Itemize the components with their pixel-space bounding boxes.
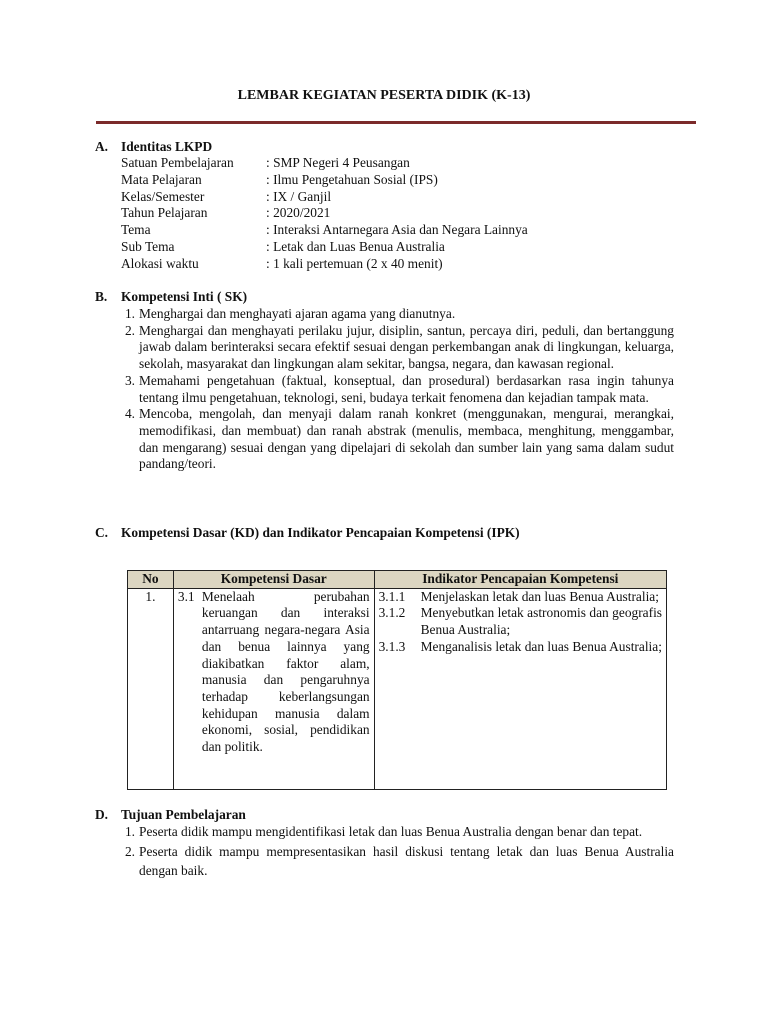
identity-value: : 2020/2021 — [266, 205, 331, 220]
list-number: 2. — [124, 322, 135, 338]
ipk-text: Menjelaskan letak dan luas Benua Australia; — [420, 588, 659, 604]
list-text: Mencoba, mengolah, dan menyaji dalam ranah konkret (menggunakan, mengurai, merangkai, memodifikasi, dan membuat) dan ranah abstrak (menulis, membaca, menghitung, menggambar, dan mengarang) sesuai dengan yang dipelajari di sekolah dan sumber lain yang sama dalam sudut pandang/teori. — [139, 406, 674, 472]
list-item — [117, 842, 674, 881]
list-item — [117, 323, 674, 373]
identity-row — [121, 222, 528, 239]
section-b-heading — [95, 289, 247, 306]
table-row — [128, 588, 667, 789]
section-a-title: Identitas LKPD — [121, 139, 213, 154]
identity-label: Kelas/Semester — [121, 189, 205, 204]
column-header-kd: Kompetensi Dasar — [173, 571, 374, 589]
list-text: Peserta didik mampu mengidentifikasi letak dan luas Benua Australia dengan benar dan tepat. — [139, 824, 643, 839]
cell-no: 1. — [128, 588, 174, 789]
identity-label: Tema — [121, 222, 151, 237]
core-competency-list — [117, 306, 674, 473]
identity-value: : Interaksi Antarnegara Asia dan Negara Lainnya — [266, 222, 528, 237]
identity-row — [121, 172, 438, 189]
list-item — [117, 822, 674, 842]
identity-label: Satuan Pembelajaran — [121, 155, 234, 170]
identity-row — [121, 189, 331, 206]
identity-row — [121, 155, 410, 172]
identity-value: : IX / Ganjil — [266, 189, 332, 204]
ipk-text: Menganalisis letak dan luas Benua Australia; — [420, 638, 662, 654]
section-a-heading — [95, 139, 212, 156]
kd-ipk-table — [127, 570, 667, 790]
ipk-item — [379, 639, 662, 656]
section-d-title: Tujuan Pembelajaran — [121, 807, 246, 822]
cell-ipk — [374, 588, 666, 789]
title-divider — [96, 121, 696, 124]
ipk-number: 3.1.3 — [378, 638, 406, 654]
learning-objectives-list — [117, 822, 674, 881]
kd-number: 3.1 — [177, 588, 195, 604]
identity-label: Tahun Pelajaran — [121, 205, 208, 220]
list-item — [117, 373, 674, 406]
list-number: 1. — [124, 824, 135, 839]
list-item — [117, 406, 674, 473]
identity-value: : Ilmu Pengetahuan Sosial (IPS) — [266, 172, 438, 187]
identity-row — [121, 239, 445, 256]
section-b-letter: B. — [95, 289, 108, 304]
cell-kd — [173, 588, 374, 789]
section-c-heading — [95, 525, 520, 542]
identity-value: : SMP Negeri 4 Peusangan — [266, 155, 410, 170]
list-number: 2. — [124, 843, 135, 859]
document-title: LEMBAR KEGIATAN PESERTA DIDIK (K-13) — [237, 88, 531, 103]
identity-row — [121, 205, 330, 222]
ipk-number: 3.1.1 — [378, 588, 406, 604]
list-text: Peserta didik mampu mempresentasikan hasil diskusi tentang letak dan luas Benua Australia dengan baik. — [139, 843, 674, 878]
table-header-row — [128, 571, 667, 589]
column-header-no: No — [128, 571, 174, 589]
list-text: Menghargai dan menghayati ajaran agama yang dianutnya. — [139, 306, 456, 321]
section-a-letter: A. — [95, 139, 109, 154]
list-number: 1. — [124, 306, 135, 321]
list-number: 3. — [124, 372, 135, 388]
ipk-number: 3.1.2 — [378, 605, 406, 621]
list-text: Memahami pengetahuan (faktual, konseptual, dan prosedural) berdasarkan rasa ingin tahunya tentang ilmu pengetahuan, teknologi, seni, budaya terkait fenomena dan kejadian tampak mata. — [139, 372, 674, 405]
identity-label: Mata Pelajaran — [121, 172, 202, 187]
section-b-title: Kompetensi Inti ( SK) — [121, 289, 248, 304]
section-c-title: Kompetensi Dasar (KD) dan Indikator Pencapaian Kompetensi (IPK) — [121, 525, 520, 540]
section-d-letter: D. — [95, 807, 109, 822]
section-c-letter: C. — [95, 525, 109, 540]
identity-label: Alokasi waktu — [121, 256, 199, 271]
list-text: Menghargai dan menghayati perilaku jujur, disiplin, santun, percaya diri, peduli, dan bertanggung jawab dalam berinteraksi secara efektif sesuai dengan perkembangan anak di lingkungan, keluarga, sekolah, masyarakat dan lingkungan alam sekitar, bangsa, negara, dan kawasan regional. — [139, 322, 674, 372]
column-header-ipk: Indikator Pencapaian Kompetensi — [374, 571, 666, 589]
identity-value: : 1 kali pertemuan (2 x 40 menit) — [266, 256, 443, 271]
list-item — [117, 306, 674, 323]
identity-value: : Letak dan Luas Benua Australia — [266, 239, 445, 254]
ipk-item — [379, 589, 662, 606]
ipk-text: Menyebutkan letak astronomis dan geografis Benua Australia; — [420, 605, 662, 638]
identity-row — [121, 256, 443, 273]
ipk-item — [379, 605, 662, 638]
list-number: 4. — [124, 406, 135, 422]
kd-text: Menelaah perubahan keruangan dan interaksi antarruang negara-negara Asia dan benua lainnya yang diakibatkan faktor alam, manusia dan pengaruhnya terhadap keberlangsungan kehidupan manusia dalam ekonomi, sosial, pendidikan dan politik. — [201, 588, 370, 755]
identity-label: Sub Tema — [121, 239, 175, 254]
